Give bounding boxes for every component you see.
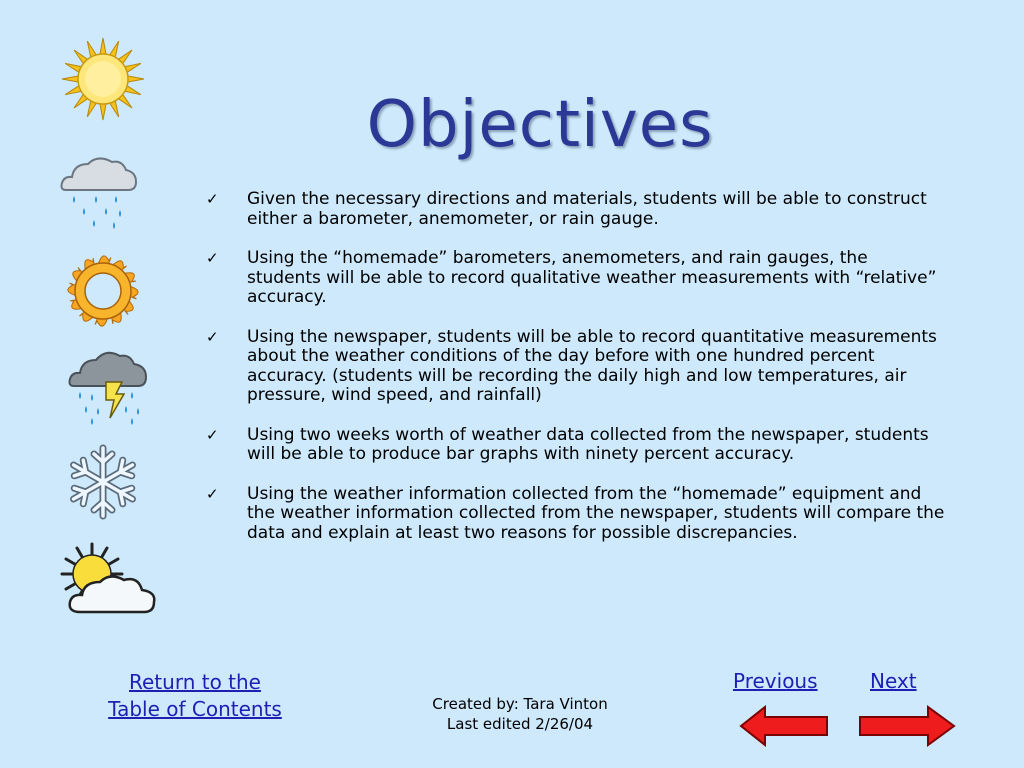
left-arrow-icon	[741, 707, 827, 745]
objective-text: Using the newspaper, students will be able to record quantitative measurements about the weather conditions of the day before with one hundred percent accuracy. (students will be recording the daily high and low temperatures, air pressure, wind speed, and rainfall)	[247, 326, 937, 405]
objective-text: Given the necessary directions and materials, students will be able to construct either a barometer, anemometer, or rain gauge.	[247, 189, 927, 229]
objective-text: Using the weather information collected from the “homemade” equipment and the weather information collected from the newspaper, students will compare the data and explain at least two reasons for possible discrepancies.	[247, 483, 945, 543]
previous-link[interactable]: Previous	[733, 669, 818, 693]
toc-link-line2: Table of Contents	[108, 697, 282, 721]
list-item	[206, 249, 946, 308]
objective-text: Using two weeks worth of weather data collected from the newspaper, students will be able to produce bar graphs with ninety percent accuracy.	[247, 424, 929, 464]
list-item	[206, 328, 946, 406]
next-arrow-button[interactable]	[858, 705, 956, 747]
check-icon: ✓	[206, 249, 219, 267]
list-item	[206, 190, 946, 229]
check-icon: ✓	[206, 327, 219, 346]
next-link[interactable]: Next	[870, 669, 917, 693]
snowflake-icon	[60, 442, 146, 522]
right-arrow-icon	[860, 707, 954, 745]
objectives-list	[206, 190, 946, 563]
thunderstorm-icon	[66, 346, 150, 428]
previous-arrow-button[interactable]	[739, 705, 829, 747]
check-icon: ✓	[206, 484, 219, 503]
credit-block	[400, 694, 640, 734]
check-icon: ✓	[206, 190, 219, 208]
slide-title: Objectives	[366, 88, 714, 162]
credit-date: Last edited 2/26/04	[446, 715, 594, 733]
check-icon: ✓	[206, 425, 219, 444]
sun-ring-icon	[60, 248, 146, 334]
list-item	[206, 485, 946, 544]
objective-text: Using the “homemade” barometers, anemometers, and rain gauges, the students will be able to record qualitative weather measurements with “relative” accuracy.	[247, 248, 937, 307]
table-of-contents-link[interactable]	[90, 669, 300, 723]
toc-link-line1: Return to the	[129, 670, 261, 694]
partly-cloudy-icon	[58, 542, 160, 618]
credit-author: Created by: Tara Vinton	[432, 695, 608, 713]
rain-cloud-icon	[58, 150, 140, 234]
list-item	[206, 426, 946, 465]
